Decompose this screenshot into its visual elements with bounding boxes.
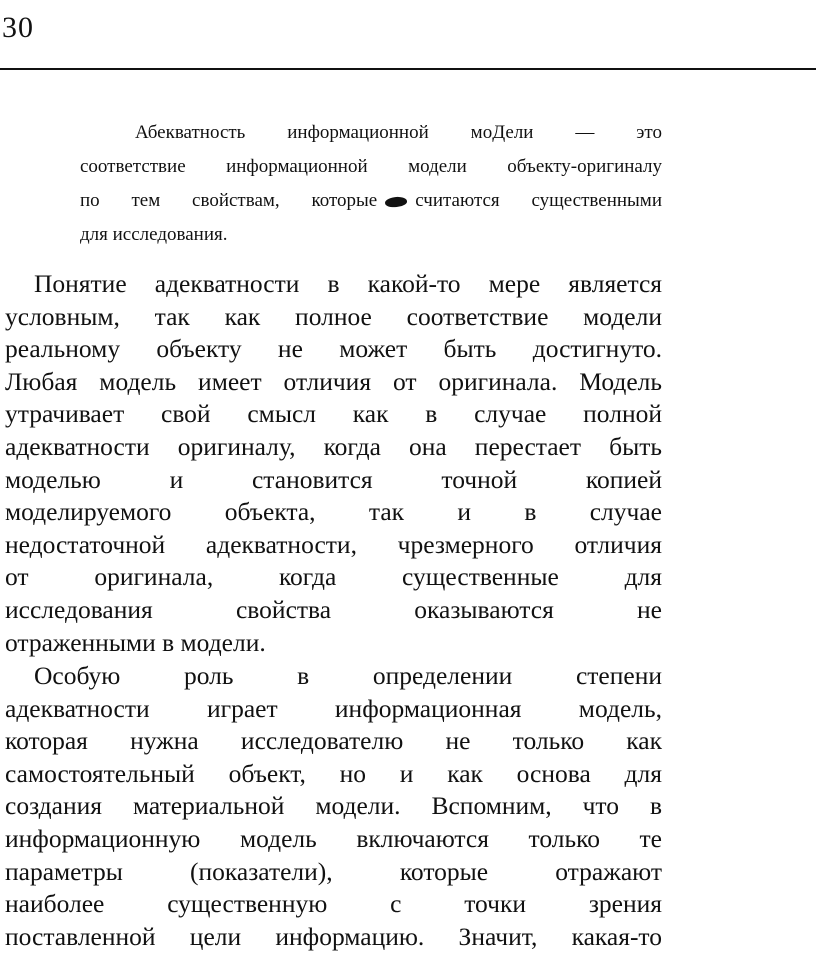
definition-line-part: считаются существенными <box>415 190 662 211</box>
paragraph-information-model <box>5 660 662 953</box>
text-line: Понятие адекватности в какой-то мере является <box>34 269 662 298</box>
text-line: создания материальной модели. Вспомним, что в <box>5 791 662 821</box>
paragraph-adequacy <box>5 268 662 659</box>
text-line: поставленной цели информацию. Значит, какая-то <box>5 921 662 951</box>
text-line: адекватности оригиналу, когда она перестает быть <box>5 431 662 461</box>
text-line: Особую роль в определении степени <box>34 661 662 690</box>
definition-line: Абекватность информационной моДели — это <box>135 122 662 143</box>
text-line: Любая модель имеет отличия от оригинала. Модель <box>5 366 662 396</box>
text-line: утрачивает свой смысл как в случае полной <box>5 399 662 429</box>
text-line: моделью и становится точной копией <box>5 464 662 494</box>
text-line: самостоятельный объект, но и как основа для <box>5 758 662 788</box>
page-number: 30 <box>2 11 34 44</box>
text-line: которая нужна исследователю не только как <box>5 726 662 756</box>
text-line: моделируемого объекта, так и в случае <box>5 497 662 527</box>
text-line: исследования свойства оказываются не <box>5 594 662 624</box>
header-rule <box>0 68 816 70</box>
definition-block <box>80 116 662 252</box>
text-line: реальному объекту не может быть достигнуто. <box>5 334 662 364</box>
definition-line-part: по тем свойствам, которые <box>80 190 378 211</box>
definition-line: для исследования. <box>80 224 228 245</box>
definition-line <box>80 184 662 218</box>
text-line: адекватности играет информационная модель, <box>5 693 662 723</box>
text-line: наиболее существенную с точки зрения <box>5 889 662 919</box>
text-line: от оригинала, когда существенные для <box>5 562 662 592</box>
text-line: недостаточной адекватности, чрезмерного отличия <box>5 529 662 559</box>
ink-smudge <box>385 195 408 208</box>
text-line: информационную модель включаются только те <box>5 823 662 853</box>
text-line: отраженными в модели. <box>5 627 266 657</box>
text-line: условным, так как полное соответствие модели <box>5 301 662 331</box>
text-line: параметры (показатели), которые отражают <box>5 856 662 886</box>
definition-line: соответствие информационной модели объекту-оригиналу <box>80 156 662 177</box>
